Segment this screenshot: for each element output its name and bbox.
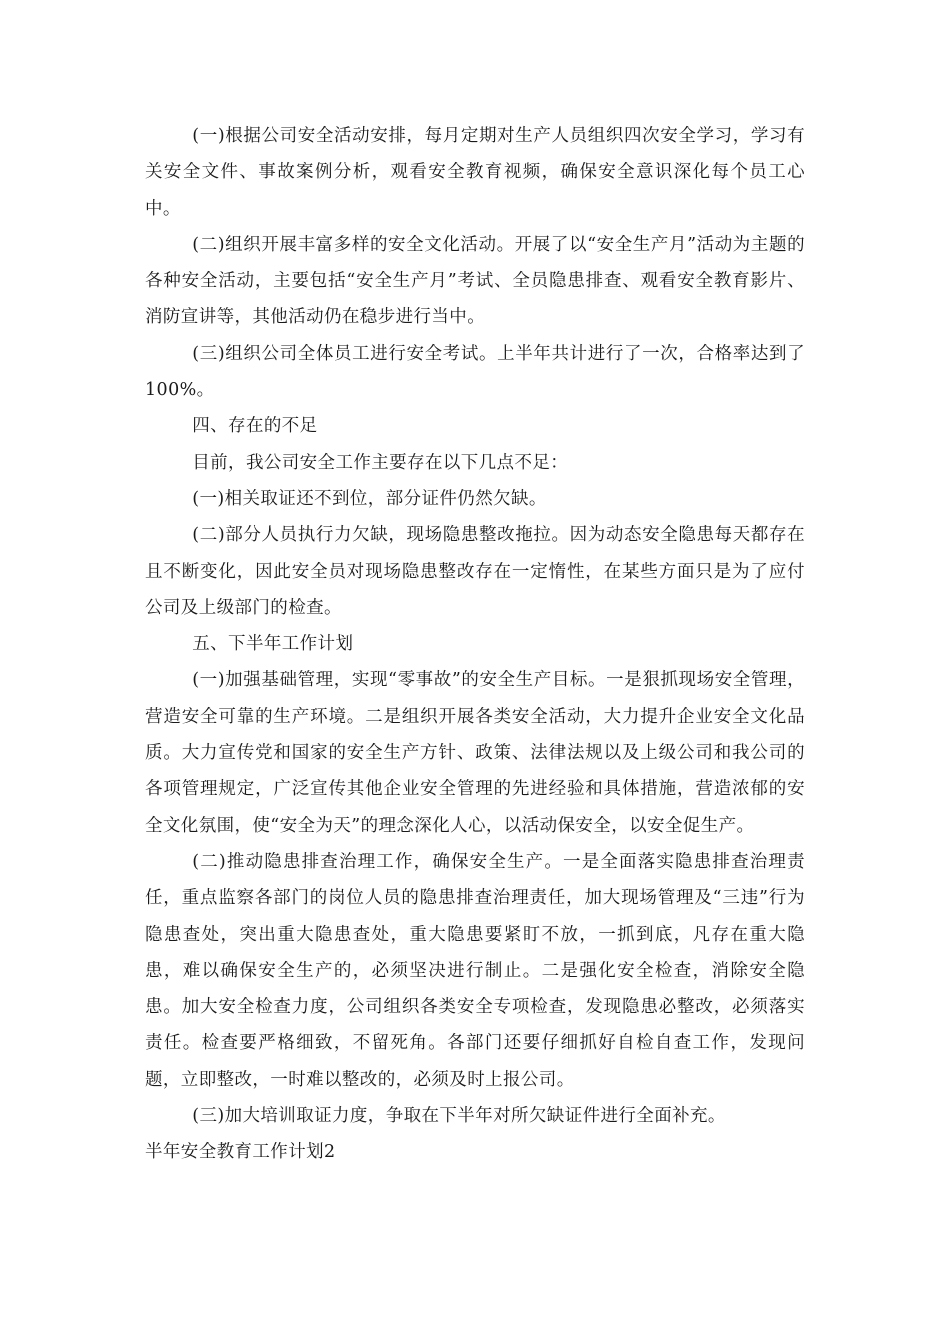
paragraph-1: (一)根据公司安全活动安排，每月定期对生产人员组织四次安全学习，学习有关安全文件、事故案例分析，观看安全教育视频，确保安全意识深化每个员工心中。 [145, 126, 805, 219]
paragraph-7: (二)部分人员执行力欠缺，现场隐患整改拖拉。因为动态安全隐患每天都存在且不断变化，因此安全员对现场隐患整改存在一定惰性，在某些方面只是为了应付公司及上级部门的检查。 [145, 525, 805, 618]
paragraph-11: (三)加大培训取证力度，争取在下半年对所欠缺证件进行全面补充。 [192, 1106, 726, 1127]
paragraph-9: (一)加强基础管理，实现“零事故”的安全生产目标。一是狠抓现场安全管理，营造安全可靠的生产环境。二是组织开展各类安全活动，大力提升企业安全文化品质。大力宣传党和国家的安全生产方针、政策、法律法规以及上级公司和我公司的各项管理规定，广泛宣传其他企业安全管理的先进经验和具体措施，营造浓郁的安全文化氛围，使“安全为天”的理念深化人心，以活动保安全，以安全促生产。 [145, 670, 805, 836]
section-heading-4: 四、存在的不足 [192, 416, 318, 437]
document-title: 半年安全教育工作计划2 [145, 1142, 336, 1163]
paragraph-3: (三)组织公司全体员工进行安全考试。上半年共计进行了一次，合格率达到了100%。 [145, 343, 805, 401]
paragraph-2: (二)组织开展丰富多样的安全文化活动。开展了以“安全生产月”活动为主题的各种安全活动，主要包括“安全生产月”考试、全员隐患排查、观看安全教育影片、消防宣讲等，其他活动仍在稳步进行当中。 [145, 234, 805, 328]
document-body [145, 118, 805, 1171]
paragraph-6: (一)相关取证还不到位，部分证件仍然欠缺。 [192, 488, 547, 509]
section-heading-5: 五、下半年工作计划 [192, 634, 354, 655]
paragraph-5: 目前，我公司安全工作主要存在以下几点不足： [192, 452, 569, 473]
paragraph-10: (二)推动隐患排查治理工作，确保安全生产。一是全面落实隐患排查治理责任，重点监察各部门的岗位人员的隐患排查治理责任，加大现场管理及“三违”行为隐患查处，突出重大隐患查处，重大隐患要紧盯不放，一抓到底，凡存在重大隐患，难以确保安全生产的，必须坚决进行制止。二是强化安全检查，消除安全隐患。加大安全检查力度，公司组织各类安全专项检查，发现隐患必整改，必须落实责任。检查要严格细致，不留死角。各部门还要仔细抓好自检自查工作，发现问题，立即整改，一时难以整改的，必须及时上报公司。 [145, 851, 805, 1090]
